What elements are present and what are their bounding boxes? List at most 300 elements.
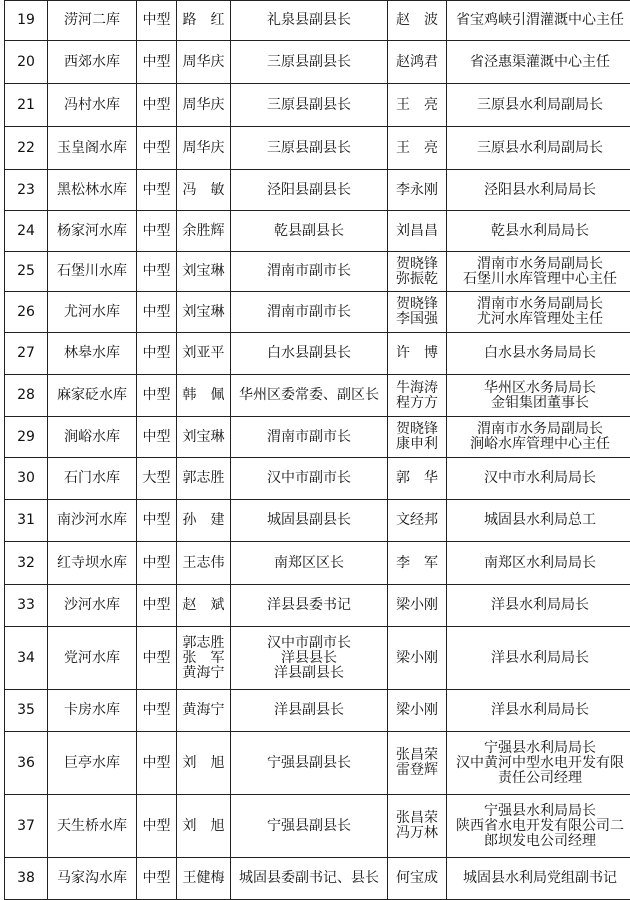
cell-text: 麻家砭水库 xyxy=(48,388,136,403)
technical-position-cell xyxy=(447,333,630,375)
cell-text-line: 城固县水利局党组副书记 xyxy=(447,871,630,886)
admin-position-cell xyxy=(231,585,388,627)
admin-responsible-cell xyxy=(177,1,231,41)
cell-text: 中型 xyxy=(137,141,176,156)
cell-text: 24 xyxy=(5,224,47,239)
cell-text: 31 xyxy=(5,513,47,528)
table-row xyxy=(5,252,630,292)
technical-position-cell xyxy=(447,41,630,84)
technical-responsible-cell xyxy=(388,732,447,795)
technical-responsible-cell xyxy=(388,795,447,858)
reservoir-type-cell xyxy=(137,292,177,333)
cell-text-line: 白水县副县长 xyxy=(231,346,387,361)
row-number-cell xyxy=(5,41,48,84)
row-number-cell xyxy=(5,84,48,127)
cell-text: 中型 xyxy=(137,388,176,403)
technical-position-cell xyxy=(447,542,630,585)
row-number-cell xyxy=(5,1,48,41)
cell-text-line: 刘 旭 xyxy=(177,819,230,834)
admin-responsible-cell xyxy=(177,211,231,252)
cell-text: 玉皇阁水库 xyxy=(48,141,136,156)
row-number-cell xyxy=(5,627,48,690)
technical-responsible-cell xyxy=(388,417,447,458)
row-number-cell xyxy=(5,795,48,858)
reservoir-type-cell xyxy=(137,211,177,252)
admin-responsible-cell xyxy=(177,375,231,417)
technical-position-cell xyxy=(447,627,630,690)
row-number-cell xyxy=(5,690,48,732)
cell-text-line: 李 军 xyxy=(388,556,446,571)
cell-text-line: 刘亚平 xyxy=(177,346,230,361)
cell-text-line: 贺晓锋 xyxy=(388,257,446,272)
admin-position-cell xyxy=(231,333,388,375)
cell-text-line: 洋县水利局局长 xyxy=(447,598,630,613)
reservoir-name-cell xyxy=(48,252,137,292)
admin-position-cell xyxy=(231,500,388,542)
reservoir-type-cell xyxy=(137,732,177,795)
technical-position-cell xyxy=(447,690,630,732)
cell-text-line: 三原县副县长 xyxy=(231,141,387,156)
cell-text-line: 华州区委常委、副区长 xyxy=(231,388,387,403)
technical-responsible-cell xyxy=(388,500,447,542)
row-number-cell xyxy=(5,252,48,292)
cell-text-line: 责任公司经理 xyxy=(447,771,630,786)
technical-responsible-cell xyxy=(388,458,447,500)
technical-responsible-cell xyxy=(388,127,447,170)
cell-text: 20 xyxy=(5,55,47,70)
cell-text-line: 省宝鸡峡引渭灌溉中心主任 xyxy=(447,13,630,28)
reservoir-name-cell xyxy=(48,732,137,795)
technical-position-cell xyxy=(447,375,630,417)
reservoir-type-cell xyxy=(137,1,177,41)
cell-text-line: 刘 旭 xyxy=(177,756,230,771)
table-row xyxy=(5,417,630,458)
reservoir-name-cell xyxy=(48,84,137,127)
cell-text-line: 宁强县水利局局长 xyxy=(447,804,630,819)
reservoir-type-cell xyxy=(137,417,177,458)
reservoir-name-cell xyxy=(48,690,137,732)
cell-text-line: 南郑区水利局局长 xyxy=(447,556,630,571)
cell-text-line: 汉中市副市长 xyxy=(231,471,387,486)
table-row xyxy=(5,375,630,417)
admin-responsible-cell xyxy=(177,333,231,375)
row-number-cell xyxy=(5,732,48,795)
reservoir-type-cell xyxy=(137,41,177,84)
admin-responsible-cell xyxy=(177,500,231,542)
cell-text: 卡房水库 xyxy=(48,703,136,718)
cell-text-line: 贺晓锋 xyxy=(388,297,446,312)
cell-text: 21 xyxy=(5,98,47,113)
cell-text-line: 南郑区区长 xyxy=(231,556,387,571)
admin-responsible-cell xyxy=(177,858,231,900)
reservoir-name-cell xyxy=(48,858,137,900)
cell-text-line: 汉中市副市长 xyxy=(231,636,387,651)
table-row xyxy=(5,500,630,542)
table-row xyxy=(5,458,630,500)
cell-text-line: 刘宝琳 xyxy=(177,264,230,279)
cell-text: 32 xyxy=(5,556,47,571)
technical-position-cell xyxy=(447,795,630,858)
cell-text-line: 张昌荣 xyxy=(388,748,446,763)
row-number-cell xyxy=(5,542,48,585)
cell-text-line: 王 亮 xyxy=(388,98,446,113)
admin-responsible-cell xyxy=(177,690,231,732)
cell-text: 中型 xyxy=(137,651,176,666)
row-number-cell xyxy=(5,585,48,627)
table-row xyxy=(5,127,630,170)
cell-text: 36 xyxy=(5,756,47,771)
reservoir-type-cell xyxy=(137,858,177,900)
technical-responsible-cell xyxy=(388,627,447,690)
cell-text-line: 洋县副县长 xyxy=(231,666,387,681)
reservoir-type-cell xyxy=(137,690,177,732)
technical-position-cell xyxy=(447,858,630,900)
cell-text-line: 郭志胜 xyxy=(177,471,230,486)
admin-responsible-cell xyxy=(177,585,231,627)
row-number-cell xyxy=(5,127,48,170)
cell-text-line: 黄海宁 xyxy=(177,666,230,681)
cell-text-line: 雷登辉 xyxy=(388,763,446,778)
admin-position-cell xyxy=(231,627,388,690)
cell-text-line: 韩 佩 xyxy=(177,388,230,403)
admin-responsible-cell xyxy=(177,127,231,170)
technical-position-cell xyxy=(447,458,630,500)
cell-text-line: 城固县委副书记、县长 xyxy=(231,871,387,886)
cell-text-line: 刘宝琳 xyxy=(177,430,230,445)
cell-text: 西郊水库 xyxy=(48,55,136,70)
reservoir-name-cell xyxy=(48,1,137,41)
cell-text: 22 xyxy=(5,141,47,156)
technical-position-cell xyxy=(447,417,630,458)
table-row xyxy=(5,41,630,84)
row-number-cell xyxy=(5,170,48,211)
cell-text-line: 贺晓锋 xyxy=(388,422,446,437)
cell-text: 37 xyxy=(5,819,47,834)
table-row xyxy=(5,84,630,127)
cell-text: 林皋水库 xyxy=(48,346,136,361)
reservoir-type-cell xyxy=(137,542,177,585)
cell-text-line: 张昌荣 xyxy=(388,811,446,826)
reservoir-type-cell xyxy=(137,795,177,858)
cell-text-line: 城固县水利局总工 xyxy=(447,513,630,528)
technical-responsible-cell xyxy=(388,690,447,732)
cell-text-line: 三原县水利局副局长 xyxy=(447,98,630,113)
admin-responsible-cell xyxy=(177,795,231,858)
cell-text-line: 郎坝发电公司经理 xyxy=(447,834,630,849)
cell-text-line: 洋县水利局局长 xyxy=(447,703,630,718)
admin-responsible-cell xyxy=(177,252,231,292)
cell-text-line: 三原县副县长 xyxy=(231,98,387,113)
row-number-cell xyxy=(5,211,48,252)
cell-text: 中型 xyxy=(137,13,176,28)
cell-text: 中型 xyxy=(137,305,176,320)
technical-responsible-cell xyxy=(388,170,447,211)
table-row xyxy=(5,690,630,732)
admin-position-cell xyxy=(231,211,388,252)
cell-text: 中型 xyxy=(137,871,176,886)
cell-text-line: 洋县副县长 xyxy=(231,703,387,718)
reservoir-name-cell xyxy=(48,375,137,417)
cell-text-line: 张 军 xyxy=(177,651,230,666)
table-row xyxy=(5,795,630,858)
cell-text: 杨家河水库 xyxy=(48,224,136,239)
admin-position-cell xyxy=(231,84,388,127)
cell-text: 29 xyxy=(5,430,47,445)
technical-responsible-cell xyxy=(388,252,447,292)
cell-text: 30 xyxy=(5,471,47,486)
admin-position-cell xyxy=(231,170,388,211)
cell-text-line: 余胜辉 xyxy=(177,224,230,239)
technical-responsible-cell xyxy=(388,333,447,375)
cell-text: 尤河水库 xyxy=(48,305,136,320)
technical-position-cell xyxy=(447,500,630,542)
table-row xyxy=(5,542,630,585)
cell-text: 中型 xyxy=(137,556,176,571)
cell-text-line: 梁小刚 xyxy=(388,703,446,718)
cell-text-line: 路 红 xyxy=(177,13,230,28)
cell-text-line: 渭南市水务局副局长 xyxy=(447,297,630,312)
admin-position-cell xyxy=(231,1,388,41)
cell-text: 中型 xyxy=(137,55,176,70)
reservoir-type-cell xyxy=(137,127,177,170)
technical-position-cell xyxy=(447,170,630,211)
cell-text-line: 程方方 xyxy=(388,396,446,411)
technical-position-cell xyxy=(447,585,630,627)
table-body xyxy=(5,1,630,900)
reservoir-name-cell xyxy=(48,500,137,542)
cell-text: 25 xyxy=(5,264,47,279)
cell-text-line: 三原县水利局副局长 xyxy=(447,141,630,156)
cell-text-line: 周华庆 xyxy=(177,141,230,156)
cell-text-line: 冯 敏 xyxy=(177,183,230,198)
admin-responsible-cell xyxy=(177,170,231,211)
cell-text: 35 xyxy=(5,703,47,718)
cell-text: 中型 xyxy=(137,819,176,834)
cell-text-line: 周华庆 xyxy=(177,55,230,70)
cell-text-line: 黄海宁 xyxy=(177,703,230,718)
reservoir-type-cell xyxy=(137,500,177,542)
cell-text-line: 石堡川水库管理中心主任 xyxy=(447,272,630,287)
admin-position-cell xyxy=(231,732,388,795)
cell-text-line: 洋县水利局局长 xyxy=(447,651,630,666)
cell-text-line: 刘宝琳 xyxy=(177,305,230,320)
cell-text: 石堡川水库 xyxy=(48,264,136,279)
admin-responsible-cell xyxy=(177,627,231,690)
technical-position-cell xyxy=(447,127,630,170)
cell-text-line: 孙 建 xyxy=(177,513,230,528)
technical-responsible-cell xyxy=(388,84,447,127)
reservoir-type-cell xyxy=(137,458,177,500)
cell-text-line: 渭南市副市长 xyxy=(231,305,387,320)
row-number-cell xyxy=(5,375,48,417)
admin-position-cell xyxy=(231,252,388,292)
cell-text: 沙河水库 xyxy=(48,598,136,613)
admin-position-cell xyxy=(231,458,388,500)
reservoir-type-cell xyxy=(137,252,177,292)
cell-text-line: 冯万林 xyxy=(388,826,446,841)
cell-text-line: 周华庆 xyxy=(177,98,230,113)
cell-text-line: 洋县县委书记 xyxy=(231,598,387,613)
cell-text: 涧峪水库 xyxy=(48,430,136,445)
reservoir-type-cell xyxy=(137,585,177,627)
row-number-cell xyxy=(5,500,48,542)
cell-text: 38 xyxy=(5,871,47,886)
cell-text-line: 王 亮 xyxy=(388,141,446,156)
cell-text-line: 赵鸿君 xyxy=(388,55,446,70)
cell-text-line: 省泾惠渠灌溉中心主任 xyxy=(447,55,630,70)
cell-text: 19 xyxy=(5,13,47,28)
reservoir-name-cell xyxy=(48,795,137,858)
cell-text-line: 乾县副县长 xyxy=(231,224,387,239)
cell-text-line: 弥振乾 xyxy=(388,272,446,287)
cell-text: 中型 xyxy=(137,346,176,361)
cell-text-line: 康申利 xyxy=(388,437,446,452)
cell-text-line: 汉中黄河中型水电开发有限 xyxy=(447,756,630,771)
cell-text: 大型 xyxy=(137,471,176,486)
cell-text-line: 渭南市水务局副局长 xyxy=(447,257,630,272)
row-number-cell xyxy=(5,292,48,333)
cell-text-line: 牛海涛 xyxy=(388,381,446,396)
cell-text: 南沙河水库 xyxy=(48,513,136,528)
cell-text: 涝河二库 xyxy=(48,13,136,28)
cell-text: 石门水库 xyxy=(48,471,136,486)
cell-text: 33 xyxy=(5,598,47,613)
cell-text-line: 白水县水务局局长 xyxy=(447,346,630,361)
admin-position-cell xyxy=(231,292,388,333)
table-row xyxy=(5,292,630,333)
cell-text-line: 渭南市副市长 xyxy=(231,264,387,279)
cell-text: 34 xyxy=(5,651,47,666)
admin-position-cell xyxy=(231,417,388,458)
reservoir-name-cell xyxy=(48,292,137,333)
admin-position-cell xyxy=(231,127,388,170)
reservoir-name-cell xyxy=(48,627,137,690)
admin-position-cell xyxy=(231,375,388,417)
technical-responsible-cell xyxy=(388,375,447,417)
admin-position-cell xyxy=(231,858,388,900)
cell-text: 中型 xyxy=(137,598,176,613)
table-row xyxy=(5,732,630,795)
cell-text-line: 许 博 xyxy=(388,346,446,361)
admin-responsible-cell xyxy=(177,41,231,84)
admin-responsible-cell xyxy=(177,84,231,127)
technical-position-cell xyxy=(447,211,630,252)
technical-responsible-cell xyxy=(388,211,447,252)
cell-text-line: 宁强县副县长 xyxy=(231,756,387,771)
cell-text-line: 文经邦 xyxy=(388,513,446,528)
cell-text: 中型 xyxy=(137,183,176,198)
cell-text: 红寺坝水库 xyxy=(48,556,136,571)
cell-text-line: 金钼集团董事长 xyxy=(447,396,630,411)
technical-responsible-cell xyxy=(388,41,447,84)
cell-text: 天生桥水库 xyxy=(48,819,136,834)
cell-text-line: 三原县副县长 xyxy=(231,55,387,70)
table-row xyxy=(5,858,630,900)
technical-responsible-cell xyxy=(388,292,447,333)
admin-responsible-cell xyxy=(177,542,231,585)
cell-text-line: 渭南市副市长 xyxy=(231,430,387,445)
table-row xyxy=(5,333,630,375)
cell-text-line: 刘昌昌 xyxy=(388,224,446,239)
cell-text: 巨亭水库 xyxy=(48,756,136,771)
technical-responsible-cell xyxy=(388,585,447,627)
reservoir-name-cell xyxy=(48,333,137,375)
technical-position-cell xyxy=(447,1,630,41)
row-number-cell xyxy=(5,417,48,458)
cell-text-line: 王健梅 xyxy=(177,871,230,886)
cell-text-line: 洋县县长 xyxy=(231,651,387,666)
cell-text: 26 xyxy=(5,305,47,320)
cell-text: 冯村水库 xyxy=(48,98,136,113)
table-row xyxy=(5,627,630,690)
technical-position-cell xyxy=(447,732,630,795)
reservoir-name-cell xyxy=(48,417,137,458)
reservoir-responsibility-table xyxy=(4,0,630,900)
reservoir-name-cell xyxy=(48,542,137,585)
cell-text: 中型 xyxy=(137,224,176,239)
technical-responsible-cell xyxy=(388,542,447,585)
cell-text: 中型 xyxy=(137,98,176,113)
cell-text-line: 梁小刚 xyxy=(388,651,446,666)
admin-position-cell xyxy=(231,795,388,858)
cell-text: 中型 xyxy=(137,264,176,279)
cell-text-line: 赵 斌 xyxy=(177,598,230,613)
cell-text-line: 城固县副县长 xyxy=(231,513,387,528)
cell-text: 中型 xyxy=(137,703,176,718)
cell-text: 黑松林水库 xyxy=(48,183,136,198)
cell-text-line: 宁强县水利局局长 xyxy=(447,741,630,756)
cell-text-line: 梁小刚 xyxy=(388,598,446,613)
cell-text: 中型 xyxy=(137,513,176,528)
reservoir-name-cell xyxy=(48,211,137,252)
technical-responsible-cell xyxy=(388,858,447,900)
cell-text-line: 赵 波 xyxy=(388,13,446,28)
cell-text: 27 xyxy=(5,346,47,361)
row-number-cell xyxy=(5,333,48,375)
cell-text-line: 宁强县副县长 xyxy=(231,819,387,834)
cell-text-line: 泾阳县水利局局长 xyxy=(447,183,630,198)
admin-position-cell xyxy=(231,690,388,732)
cell-text: 中型 xyxy=(137,430,176,445)
reservoir-type-cell xyxy=(137,84,177,127)
cell-text-line: 渭南市水务局副局长 xyxy=(447,422,630,437)
cell-text-line: 李永刚 xyxy=(388,183,446,198)
technical-position-cell xyxy=(447,252,630,292)
admin-responsible-cell xyxy=(177,292,231,333)
technical-position-cell xyxy=(447,292,630,333)
cell-text-line: 礼泉县副县长 xyxy=(231,13,387,28)
cell-text-line: 涧峪水库管理中心主任 xyxy=(447,437,630,452)
cell-text: 23 xyxy=(5,183,47,198)
cell-text: 中型 xyxy=(137,756,176,771)
cell-text-line: 汉中市水利局局长 xyxy=(447,471,630,486)
cell-text-line: 郭志胜 xyxy=(177,636,230,651)
cell-text-line: 尤河水库管理处主任 xyxy=(447,312,630,327)
cell-text-line: 李国强 xyxy=(388,312,446,327)
technical-responsible-cell xyxy=(388,1,447,41)
admin-responsible-cell xyxy=(177,417,231,458)
reservoir-type-cell xyxy=(137,333,177,375)
reservoir-name-cell xyxy=(48,127,137,170)
table-row xyxy=(5,585,630,627)
reservoir-name-cell xyxy=(48,585,137,627)
cell-text-line: 陕西省水电开发有限公司二 xyxy=(447,819,630,834)
admin-position-cell xyxy=(231,41,388,84)
table-row xyxy=(5,211,630,252)
reservoir-name-cell xyxy=(48,170,137,211)
cell-text: 28 xyxy=(5,388,47,403)
reservoir-name-cell xyxy=(48,41,137,84)
